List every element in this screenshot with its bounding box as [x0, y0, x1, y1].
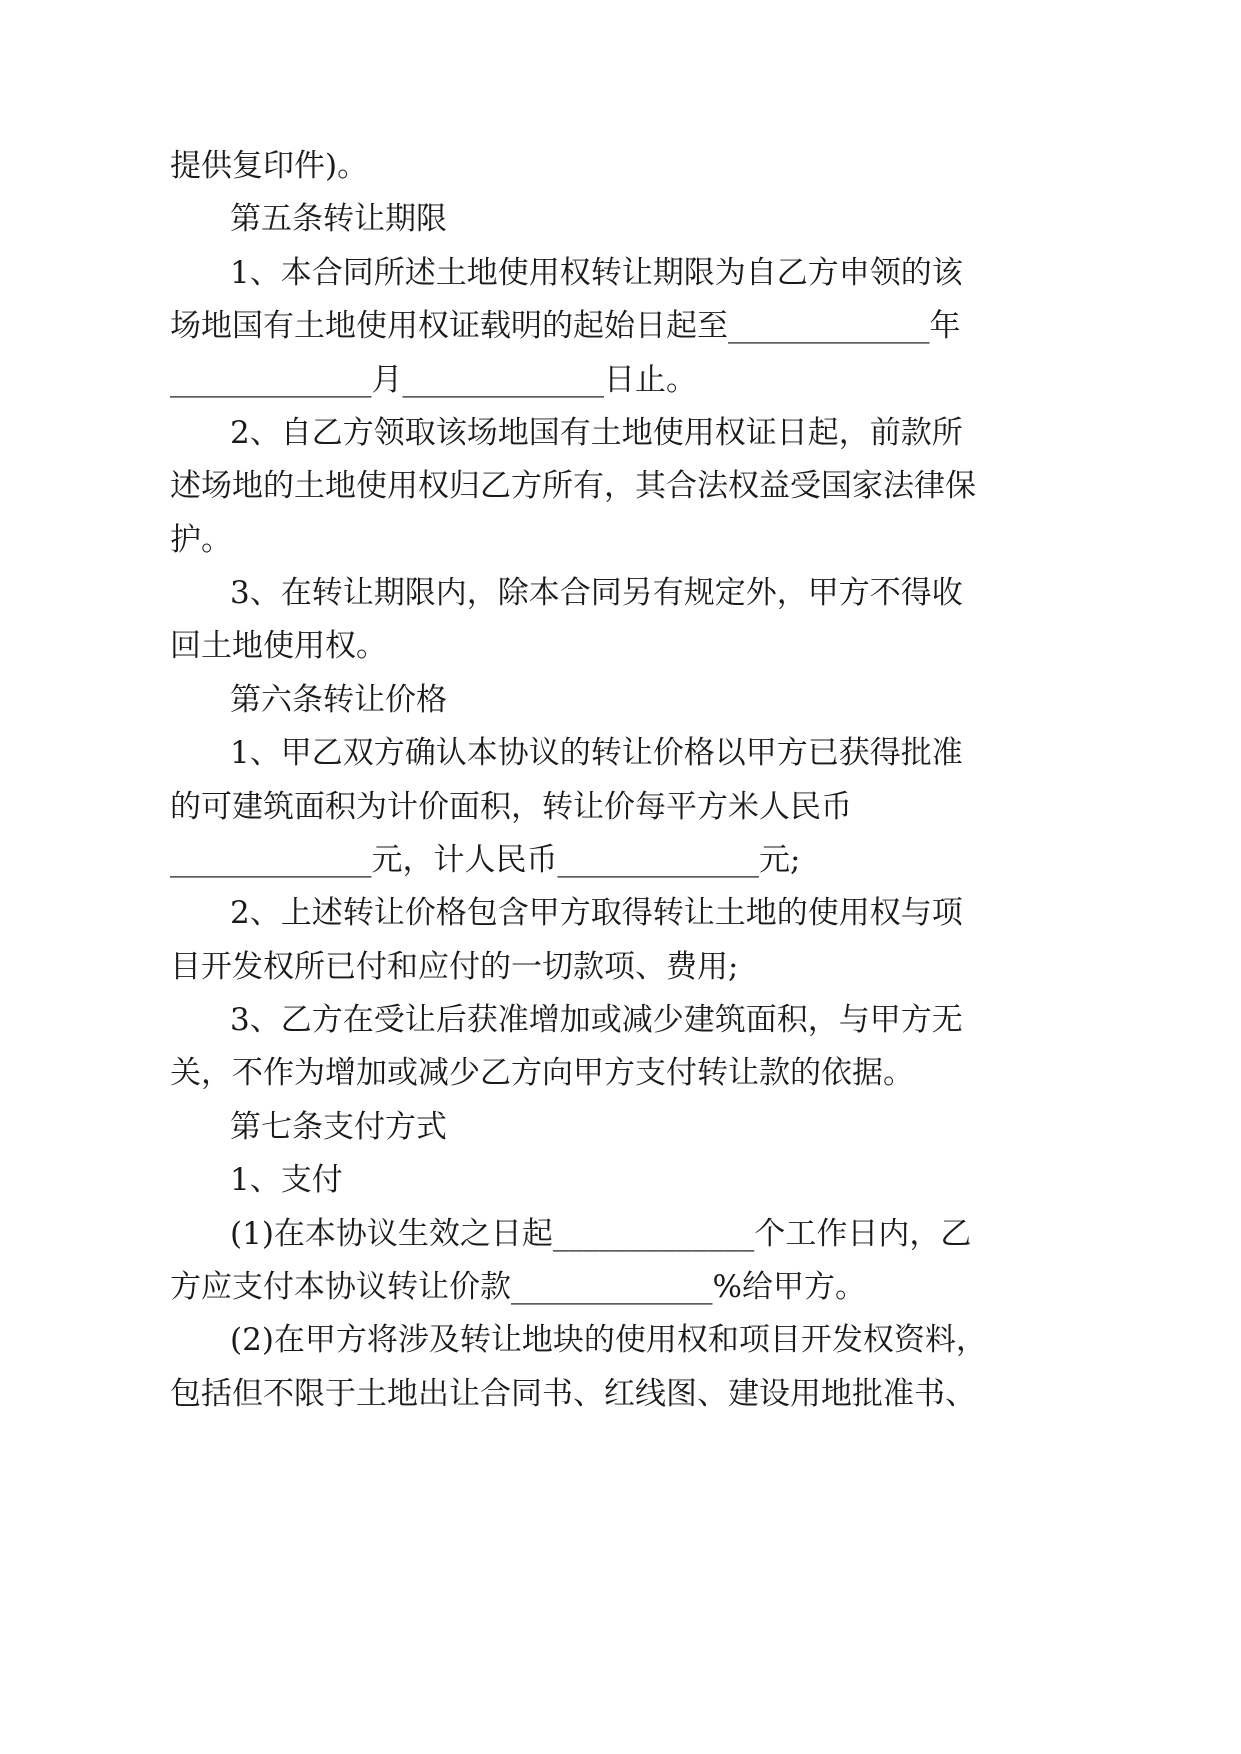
text-line: (2)在甲方将涉及转让地块的使用权和项目开发权资料，	[230, 1322, 987, 1358]
text-line: 3、乙方在受让后获准增加或减少建筑面积，与甲方无	[230, 1002, 963, 1038]
text-line: 提供复印件)。	[170, 148, 369, 184]
text-line: 方应支付本协议转让价款_____________%给甲方。	[170, 1269, 866, 1305]
text-line: 1、甲乙双方确认本协议的转让价格以甲方已获得批准	[230, 735, 963, 771]
section-heading: 第七条支付方式	[230, 1109, 447, 1145]
section-heading: 第六条转让价格	[230, 682, 447, 718]
text-line: 关，不作为增加或减少乙方向甲方支付转让款的依据。	[170, 1055, 914, 1091]
text-line: 的可建筑面积为计价面积，转让价每平方米人民币	[170, 789, 852, 825]
text-line: (1)在本协议生效之日起_____________个工作日内，乙	[230, 1216, 972, 1252]
text-line: 包括但不限于土地出让合同书、红线图、建设用地批准书、	[170, 1376, 976, 1412]
text-line: _____________月_____________日止。	[170, 362, 697, 398]
text-line: 回土地使用权。	[170, 628, 387, 664]
text-line: 2、自乙方领取该场地国有土地使用权证日起，前款所	[230, 415, 963, 451]
text-line: 1、本合同所述土地使用权转让期限为自乙方申领的该	[230, 255, 963, 291]
text-line: 述场地的土地使用权归乙方所有，其合法权益受国家法律保	[170, 468, 976, 504]
text-line: _____________元，计人民币_____________元;	[170, 842, 801, 878]
text-line: 护。	[170, 522, 232, 558]
text-line: 3、在转让期限内，除本合同另有规定外，甲方不得收	[230, 575, 963, 611]
text-line: 目开发权所已付和应付的一切款项、费用;	[170, 949, 739, 985]
text-line: 2、上述转让价格包含甲方取得转让土地的使用权与项	[230, 895, 963, 931]
section-heading: 第五条转让期限	[230, 201, 447, 237]
text-line: 场地国有土地使用权证载明的起始日起至_____________年	[170, 308, 961, 344]
text-line: 1、支付	[230, 1162, 343, 1198]
